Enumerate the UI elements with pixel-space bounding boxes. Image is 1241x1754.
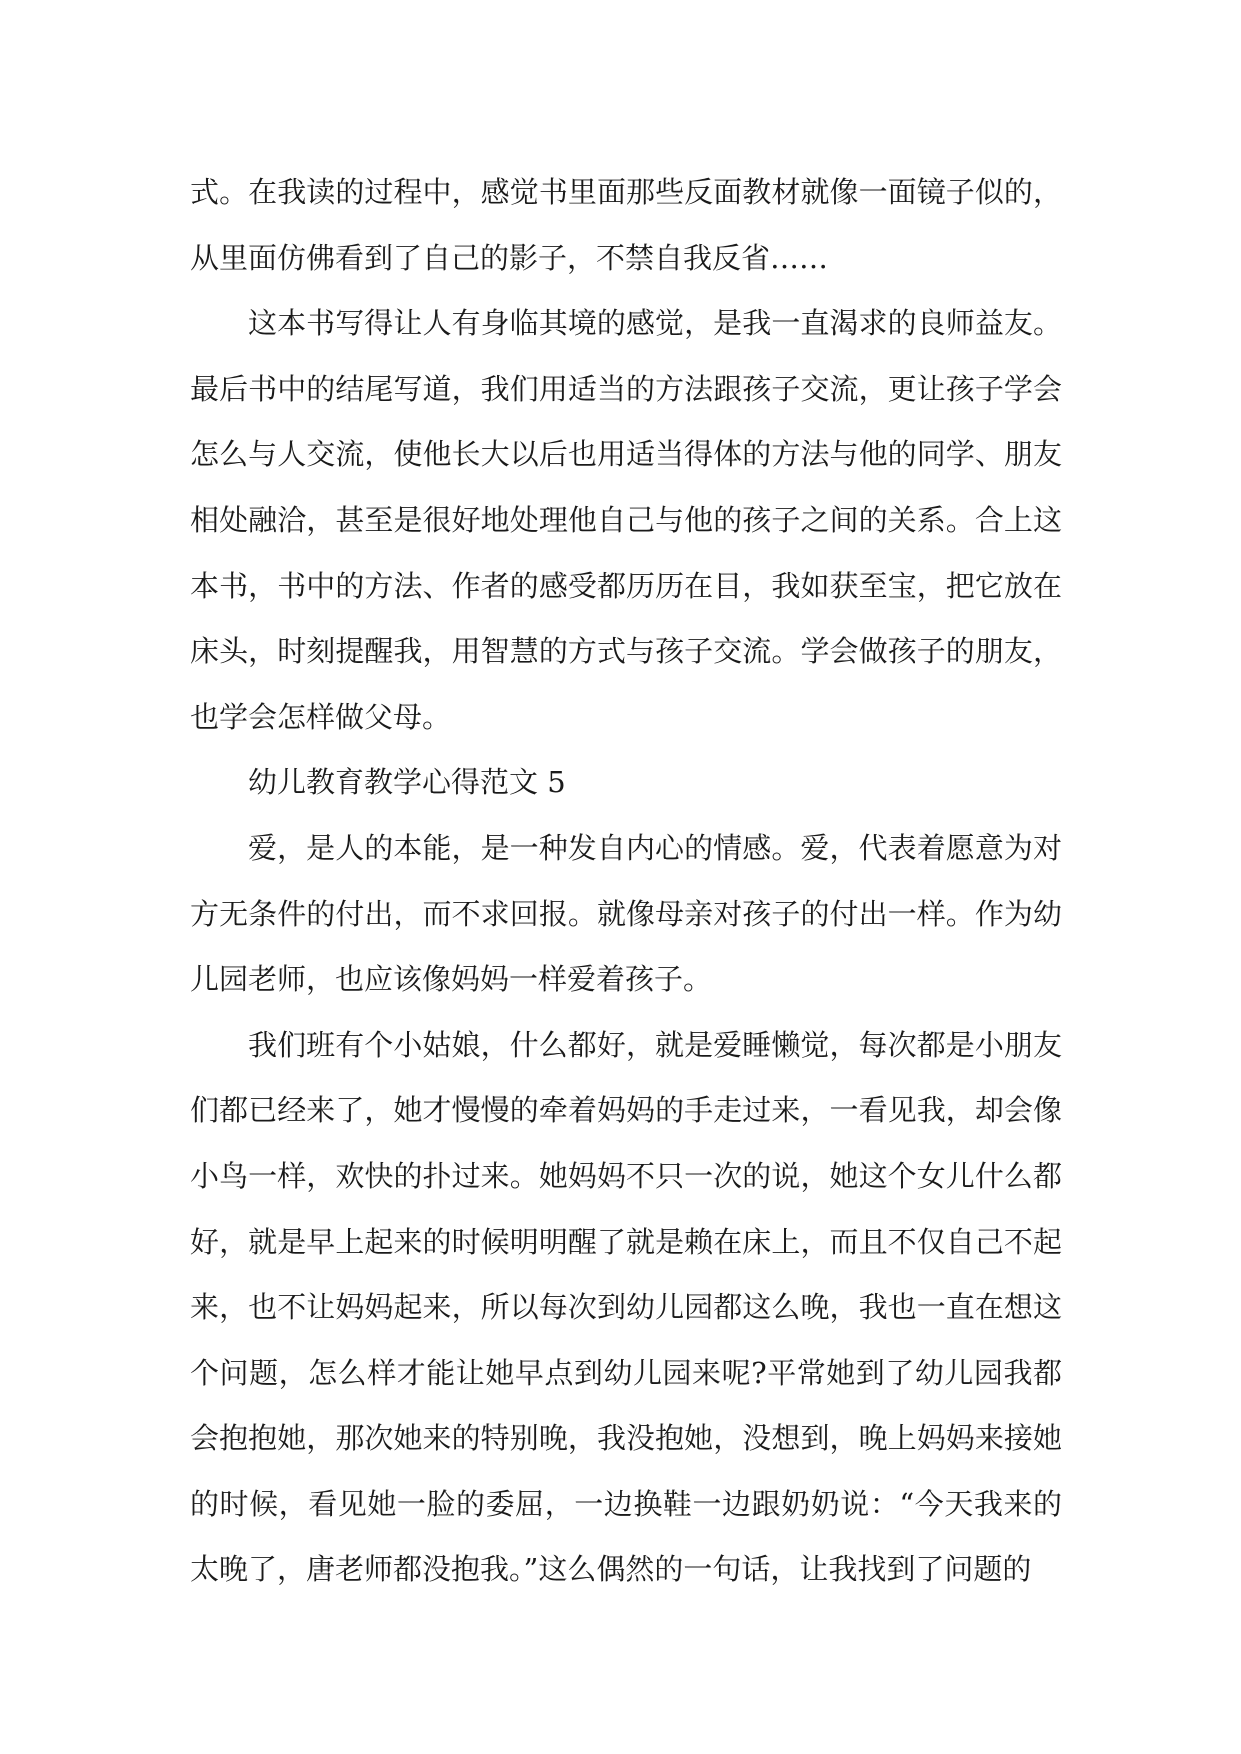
paragraph-continuation: 式。在我读的过程中，感觉书里面那些反面教材就像一面镜子似的，从里面仿佛看到了自己的影子，不禁自我反省…… <box>190 175 1062 275</box>
paragraph-little-girl-story: 我们班有个小姑娘，什么都好，就是爱睡懒觉，每次都是小朋友们都已经来了，她才慢慢的牵着妈妈的手走过来，一看见我，却会像小鸟一样，欢快的扑过来。她妈妈不只一次的说，她这个女儿什么都好，就是早上起来的时候明明醒了就是赖在床上，而且不仅自己不起来，也不让妈妈起来，所以每次到幼儿园都这么晚，我也一直在想这个问题，怎么样才能让她早点到幼儿园来呢?平常她到了幼儿园我都会抱抱她，那次她来的特别晚，我没抱她，没想到，晚上妈妈来接她的时候，看见她一脸的委屈，一边换鞋一边跟奶奶说：“今天我来的太晚了，唐老师都没抱我。”这么偶然的一句话，让我找到了问题的 <box>190 1027 1062 1587</box>
document-body <box>190 160 1062 1603</box>
section-heading: 幼儿教育教学心得范文 5 <box>248 765 566 800</box>
paragraph-book-reflection: 这本书写得让人有身临其境的感觉，是我一直渴求的良师益友。最后书中的结尾写道，我们用适当的方法跟孩子交流，更让孩子学会怎么与人交流，使他长大以后也用适当得体的方法与他的同学、朋友相处融洽，甚至是很好地处理他自己与他的孩子之间的关系。合上这本书，书中的方法、作者的感受都历历在目，我如获至宝，把它放在床头，时刻提醒我，用智慧的方式与孩子交流。学会做孩子的朋友，也学会怎样做父母。 <box>190 306 1062 734</box>
paragraph-love: 爱，是人的本能，是一种发自内心的情感。爱，代表着愿意为对方无条件的付出，而不求回报。就像母亲对孩子的付出一样。作为幼儿园老师，也应该像妈妈一样爱着孩子。 <box>190 830 1062 997</box>
